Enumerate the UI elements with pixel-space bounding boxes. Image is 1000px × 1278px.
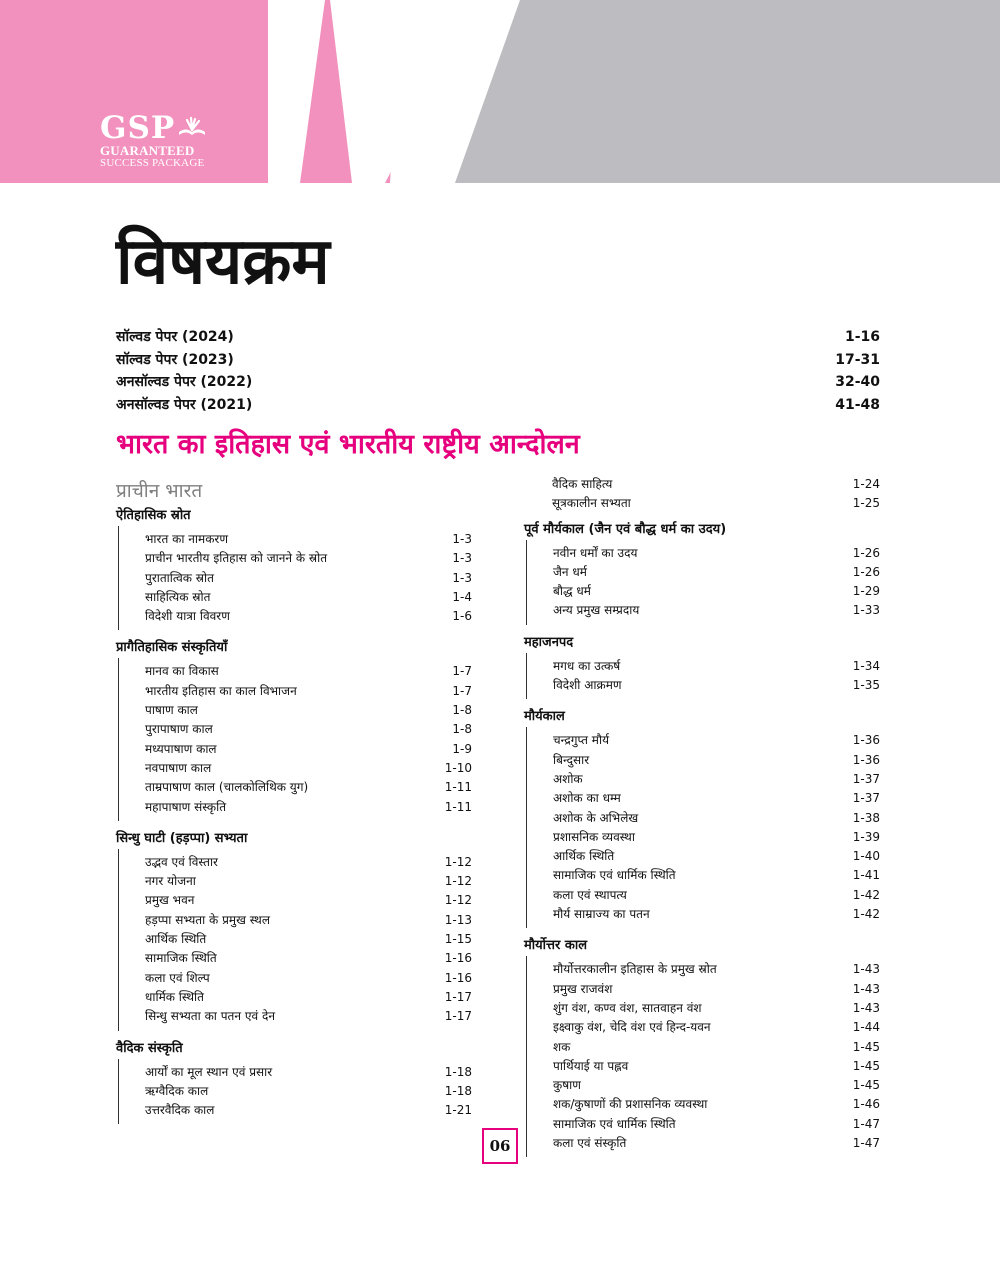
toc-entry[interactable]	[119, 988, 472, 1007]
toc-entry[interactable]	[527, 847, 880, 866]
toc-group-items	[118, 658, 472, 820]
toc-entry-label: सामाजिक स्थिति	[145, 951, 217, 966]
toc-entry-label: जैन धर्म	[553, 564, 587, 579]
toc-entry[interactable]	[119, 662, 472, 681]
toc-entry-page: 1-18	[444, 1083, 472, 1098]
toc-entry-label: प्रमुख राजवंश	[553, 981, 613, 996]
toc-entry-label: इक्ष्वाकु वंश, चेदि वंश एवं हिन्द-यवन	[553, 1020, 711, 1035]
toc-entry[interactable]	[527, 828, 880, 847]
toc-entry-page: 1-17	[444, 989, 472, 1004]
toc-group-heading[interactable]: महाजनपद	[524, 634, 574, 650]
paper-row[interactable]	[116, 326, 880, 349]
toc-group-heading[interactable]: वैदिक संस्कृति	[116, 1040, 183, 1056]
toc-entry[interactable]	[119, 720, 472, 739]
toc-entry-label: ऋग्वैदिक काल	[145, 1083, 209, 1098]
toc-entry[interactable]	[119, 588, 472, 607]
toc-entry-page: 1-42	[852, 887, 880, 902]
toc-entry-page: 1-7	[452, 664, 472, 679]
toc-entry[interactable]	[119, 949, 472, 968]
toc-entry-label: विदेशी यात्रा विवरण	[145, 609, 230, 624]
paper-pages: 32-40	[835, 374, 880, 390]
toc-entry[interactable]	[119, 1082, 472, 1101]
toc-entry-page: 1-13	[444, 912, 472, 927]
toc-entry-page: 1-24	[852, 477, 880, 491]
toc-entry-page: 1-21	[444, 1103, 472, 1118]
toc-group-items	[118, 1059, 472, 1125]
toc-entry-page: 1-3	[452, 532, 472, 546]
toc-entry[interactable]	[527, 980, 880, 999]
paper-label: अनसॉल्वड पेपर (2021)	[116, 396, 253, 413]
toc-entry[interactable]	[119, 1063, 472, 1082]
toc-entry-page: 1-41	[852, 868, 880, 883]
toc-entry[interactable]	[527, 960, 880, 979]
toc-entry-page: 1-16	[444, 951, 472, 966]
toc-entry-page: 1-29	[852, 584, 880, 599]
toc-group-heading[interactable]: मौर्यकाल	[524, 709, 565, 725]
toc-entry-label: नवपाषाण काल	[145, 760, 212, 775]
toc-entry[interactable]	[527, 1095, 880, 1114]
toc-entry-page: 1-33	[852, 603, 880, 618]
toc-group-items	[526, 727, 880, 928]
toc-entry-label: नवीन धर्मों का उदय	[553, 545, 638, 560]
toc-entry[interactable]	[527, 751, 880, 770]
toc-entry-page: 1-12	[444, 854, 472, 869]
toc-entry[interactable]	[119, 607, 472, 626]
right-groups	[524, 520, 880, 1158]
toc-entry-page: 1-17	[444, 1009, 472, 1024]
part-heading: प्राचीन भारत	[116, 480, 203, 502]
toc-entry[interactable]	[527, 1057, 880, 1076]
toc-entry-page: 1-36	[852, 752, 880, 767]
toc-entry-page: 1-10	[444, 760, 472, 775]
toc-entry-label: प्रमुख भवन	[145, 893, 195, 908]
toc-entry[interactable]	[119, 798, 472, 817]
toc-entry-page: 1-45	[852, 1078, 880, 1093]
toc-entry[interactable]	[119, 569, 472, 588]
toc-entry-label: महापाषाण संस्कृति	[145, 799, 227, 814]
toc-entry-label: बौद्ध धर्म	[553, 584, 591, 599]
toc-entry-page: 1-26	[852, 564, 880, 579]
logo-line-guaranteed: GUARANTEED	[100, 143, 195, 158]
toc-entry[interactable]	[119, 891, 472, 910]
toc-group-heading[interactable]: ऐतिहासिक स्रोत	[116, 508, 191, 523]
toc-entry[interactable]	[119, 701, 472, 720]
toc-group-items	[118, 526, 472, 630]
continued-items	[524, 475, 880, 514]
toc-entry-page: 1-4	[452, 589, 472, 604]
toc-entry-page: 1-8	[452, 703, 472, 718]
toc-entry-page: 1-16	[444, 970, 472, 985]
toc-entry-page: 1-40	[852, 849, 880, 864]
toc-entry-page: 1-47	[852, 1116, 880, 1131]
paper-row[interactable]	[116, 349, 880, 372]
toc-entry-page: 1-6	[452, 609, 472, 624]
toc-entry-label: उद्भव एवं विस्तार	[145, 854, 218, 869]
paper-row[interactable]	[116, 371, 880, 394]
paper-row[interactable]	[116, 394, 880, 417]
book-icon	[177, 112, 207, 144]
toc-entry[interactable]	[527, 866, 880, 885]
toc-entry[interactable]	[119, 911, 472, 930]
toc-entry[interactable]	[527, 676, 880, 695]
toc-group-heading[interactable]: मौर्योत्तर काल	[524, 938, 588, 954]
toc-entry-label: आर्थिक स्थिति	[145, 932, 207, 947]
left-groups	[116, 506, 472, 1124]
toc-entry-label: सामाजिक एवं धार्मिक स्थिति	[553, 1116, 676, 1131]
toc-entry-page: 1-9	[452, 741, 472, 756]
toc-entry-label: नगर योजना	[145, 874, 196, 889]
toc-entry[interactable]	[119, 740, 472, 759]
paper-label: सॉल्वड पेपर (2024)	[116, 329, 234, 345]
toc-entry[interactable]	[119, 853, 472, 872]
toc-entry-label: मगध का उत्कर्ष	[553, 658, 621, 673]
paper-pages: 41-48	[835, 396, 880, 413]
toc-entry-label: धार्मिक स्थिति	[145, 989, 204, 1004]
toc-entry[interactable]	[119, 930, 472, 949]
toc-entry[interactable]	[527, 544, 880, 563]
toc-entry-label: अशोक	[553, 771, 583, 786]
toc-left-column	[116, 478, 472, 1132]
toc-entry-label: पार्थियाई या पह्लव	[553, 1058, 629, 1073]
toc-entry-label: उत्तरवैदिक काल	[145, 1103, 215, 1118]
toc-entry[interactable]	[527, 657, 880, 676]
toc-entry-page: 1-18	[444, 1064, 472, 1079]
toc-entry[interactable]	[527, 809, 880, 828]
toc-entry-label: मौर्य साम्राज्य का पतन	[553, 907, 650, 922]
toc-entry-label: भारत का नामकरण	[145, 532, 228, 546]
toc-entry[interactable]	[119, 530, 472, 549]
toc-entry-page: 1-43	[852, 981, 880, 996]
toc-entry-label: वैदिक साहित्य	[552, 477, 613, 491]
toc-entry[interactable]	[119, 1101, 472, 1120]
toc-entry[interactable]	[527, 563, 880, 582]
toc-entry-page: 1-11	[444, 799, 472, 814]
toc-right-column	[524, 475, 880, 1165]
toc-entry-page: 1-11	[444, 780, 472, 795]
toc-entry[interactable]	[527, 1115, 880, 1134]
toc-entry-label: कला एवं शिल्प	[145, 970, 210, 985]
page-title: विषयक्रम	[116, 225, 330, 299]
toc-entry-label: साहित्यिक स्रोत	[145, 589, 211, 604]
section-title: भारत का इतिहास एवं भारतीय राष्ट्रीय आन्दोलन	[116, 429, 580, 460]
toc-entry-label: अन्य प्रमुख सम्प्रदाय	[553, 603, 640, 618]
toc-entry-page: 1-15	[444, 932, 472, 947]
paper-label: अनसॉल्वड पेपर (2022)	[116, 374, 253, 390]
toc-entry-label: विदेशी आक्रमण	[553, 678, 622, 693]
toc-entry-label: शक	[553, 1039, 571, 1054]
toc-entry-page: 1-12	[444, 874, 472, 889]
toc-entry-label: आर्यों का मूल स्थान एवं प्रसार	[145, 1064, 273, 1079]
toc-entry[interactable]	[527, 770, 880, 789]
toc-entry-label: सामाजिक एवं धार्मिक स्थिति	[553, 868, 676, 883]
toc-entry-page: 1-43	[852, 962, 880, 977]
toc-entry-page: 1-34	[852, 658, 880, 673]
paper-pages: 1-16	[844, 329, 880, 345]
toc-entry-label: पुरापाषाण काल	[145, 722, 213, 737]
toc-entry-label: मानव का विकास	[145, 664, 219, 679]
toc-entry-page: 1-39	[852, 829, 880, 844]
toc-entry[interactable]	[119, 969, 472, 988]
toc-entry-label: शक/कुषाणों की प्रशासनिक व्यवस्था	[553, 1097, 708, 1112]
toc-entry-label: कुषाण	[553, 1078, 581, 1093]
toc-group-heading[interactable]: प्रागैतिहासिक संस्कृतियाँ	[116, 640, 228, 656]
toc-entry[interactable]	[527, 731, 880, 750]
toc-entry-page: 1-46	[852, 1097, 880, 1112]
toc-entry-label: भारतीय इतिहास का काल विभाजन	[145, 683, 297, 698]
toc-entry-label: मध्यपाषाण काल	[145, 741, 217, 756]
toc-entry[interactable]	[527, 1038, 880, 1057]
toc-entry[interactable]	[524, 494, 880, 513]
toc-entry[interactable]	[119, 1007, 472, 1026]
toc-entry-label: प्राचीन भारतीय इतिहास को जानने के स्रोत	[145, 551, 328, 566]
toc-entry-label: बिन्दुसार	[553, 752, 590, 767]
toc-entry[interactable]	[527, 999, 880, 1018]
toc-entry-label: अशोक के अभिलेख	[553, 810, 639, 825]
papers-list	[116, 326, 880, 416]
toc-entry-label: सूत्रकालीन सभ्यता	[552, 496, 631, 511]
toc-entry-page: 1-37	[852, 771, 880, 786]
toc-entry-page: 1-35	[852, 678, 880, 693]
paper-pages: 17-31	[835, 351, 880, 368]
toc-entry-label: कला एवं संस्कृति	[553, 1136, 627, 1151]
toc-entry[interactable]	[119, 682, 472, 701]
toc-entry-label: सिन्धु सभ्यता का पतन एवं देन	[145, 1009, 275, 1024]
toc-entry-label: प्रशासनिक व्यवस्था	[553, 829, 635, 844]
toc-entry[interactable]	[119, 759, 472, 778]
toc-entry-page: 1-3	[452, 570, 472, 585]
toc-entry-page: 1-26	[852, 545, 880, 560]
toc-entry[interactable]	[527, 1076, 880, 1095]
toc-entry-page: 1-3	[452, 551, 472, 566]
toc-entry[interactable]	[527, 1134, 880, 1153]
toc-group-items	[118, 849, 472, 1031]
toc-entry-label: अशोक का धम्म	[553, 791, 621, 806]
toc-entry-label: कला एवं स्थापत्य	[553, 887, 627, 902]
toc-entry-page: 1-25	[852, 496, 880, 511]
toc-entry-label: शुंग वंश, कण्व वंश, सातवाहन वंश	[553, 1000, 702, 1015]
toc-entry[interactable]	[119, 778, 472, 797]
toc-entry-label: पुरातात्विक स्रोत	[145, 570, 214, 585]
toc-group-heading[interactable]: सिन्धु घाटी (हड़प्पा) सभ्यता	[116, 830, 248, 846]
toc-entry-page: 1-45	[852, 1058, 880, 1073]
gsp-logo	[100, 112, 207, 169]
toc-group-items	[526, 653, 880, 700]
toc-entry[interactable]	[527, 905, 880, 924]
toc-entry-page: 1-42	[852, 907, 880, 922]
toc-entry-page: 1-47	[852, 1136, 880, 1151]
toc-entry[interactable]	[527, 601, 880, 620]
toc-entry-label: हड़प्पा सभ्यता के प्रमुख स्थल	[145, 912, 270, 927]
paper-label: सॉल्वड पेपर (2023)	[116, 351, 234, 368]
toc-entry-page: 1-12	[444, 893, 472, 908]
toc-entry-page: 1-36	[852, 733, 880, 748]
toc-entry[interactable]	[524, 475, 880, 494]
toc-entry-label: आर्थिक स्थिति	[553, 849, 615, 864]
toc-entry-page: 1-44	[852, 1020, 880, 1035]
toc-entry-page: 1-45	[852, 1039, 880, 1054]
toc-entry-page: 1-37	[852, 791, 880, 806]
toc-entry[interactable]	[119, 549, 472, 568]
toc-entry-page: 1-8	[452, 722, 472, 737]
toc-entry-label: ताम्रपाषाण काल (चालकोलिथिक युग)	[145, 780, 309, 795]
toc-entry[interactable]	[527, 582, 880, 601]
toc-entry-label: चन्द्रगुप्त मौर्य	[553, 733, 610, 748]
toc-entry[interactable]	[527, 789, 880, 808]
toc-entry-page: 1-38	[852, 810, 880, 825]
logo-text: GSP	[100, 110, 176, 146]
toc-entry-page: 1-43	[852, 1000, 880, 1015]
toc-group-heading[interactable]: पूर्व मौर्यकाल (जैन एवं बौद्ध धर्म का उदय)	[524, 521, 727, 537]
toc-entry[interactable]	[527, 886, 880, 905]
toc-group-items	[526, 540, 880, 625]
toc-entry-page: 1-7	[452, 683, 472, 698]
logo-line-success: SUCCESS PACKAGE	[100, 157, 205, 169]
toc-entry[interactable]	[527, 1018, 880, 1037]
toc-group-items	[526, 956, 880, 1157]
toc-entry[interactable]	[119, 872, 472, 891]
toc-entry-label: मौर्योत्तरकालीन इतिहास के प्रमुख स्रोत	[553, 962, 717, 977]
toc-entry-label: पाषाण काल	[145, 703, 198, 718]
page-number: 06	[482, 1128, 518, 1164]
